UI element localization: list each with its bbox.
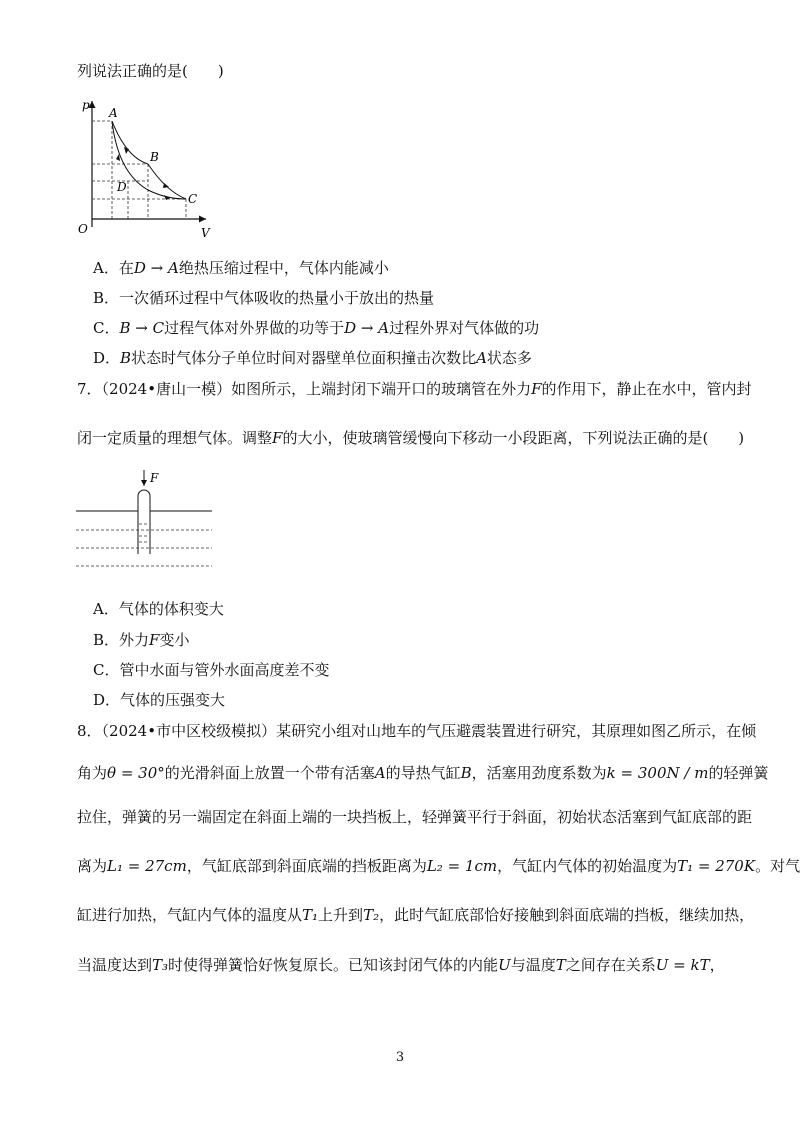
q7-option-d: D．气体的压强变大 bbox=[93, 691, 226, 709]
axis-v-label: V bbox=[201, 226, 210, 240]
q8-line4: 离为L₁ = 27cm，气缸底部到斜面底端的挡板距离为L₂ = 1cm，气缸内气体的初始温度为T₁ = 270K。对气 bbox=[77, 857, 800, 875]
q7-option-c: C．管中水面与管外水面高度差不变 bbox=[93, 661, 330, 679]
q8-line6: 当温度达到T₃时使得弹簧恰好恢复原长。已知该封闭气体的内能U与温度T之间存在关系U = kT， bbox=[77, 956, 725, 974]
q7-stem-line2: 闭一定质量的理想气体。调整F的大小，使玻璃管缓慢向下移动一小段距离，下列说法正确的是( ) bbox=[77, 429, 745, 447]
pv-diagram bbox=[76, 95, 216, 240]
page-number: 3 bbox=[395, 1050, 405, 1065]
point-c-label: C bbox=[188, 192, 198, 206]
q6-option-b: B．一次循环过程中气体吸收的热量小于放出的热量 bbox=[93, 289, 435, 307]
q8-line5: 缸进行加热，气缸内气体的温度从T₁上升到T₂，此时气缸底部恰好接触到斜面底端的挡板，继续加热， bbox=[77, 906, 755, 924]
tube-diagram bbox=[76, 466, 216, 576]
q6-option-c: C．B → C过程气体对外界做的功等于D → A过程外界对气体做的功 bbox=[93, 319, 540, 337]
point-d-label: D bbox=[117, 180, 127, 194]
q7-stem-line1: 7．（2024•唐山一模）如图所示，上端封闭下端开口的玻璃管在外力F的作用下，静止在水中，管内封 bbox=[77, 380, 752, 398]
q7-option-a: A．气体的体积变大 bbox=[93, 600, 224, 618]
origin-label: O bbox=[78, 222, 88, 236]
q6-stem-tail: 列说法正确的是( ) bbox=[77, 62, 224, 80]
point-a-label: A bbox=[109, 106, 118, 120]
q8-line1: 8．（2024•市中区校级模拟）某研究小组对山地车的气压避震装置进行研究，其原理如图乙所示，在倾 bbox=[77, 722, 757, 740]
q8-line3: 拉住，弹簧的另一端固定在斜面上端的一块挡板上，轻弹簧平行于斜面，初始状态活塞到气缸底部的距 bbox=[77, 808, 753, 826]
q8-line2: 角为θ = 30°的光滑斜面上放置一个带有活塞A的导热气缸B，活塞用劲度系数为k = 300N / m的轻弹簧 bbox=[77, 764, 769, 782]
point-b-label: B bbox=[150, 150, 159, 164]
q6-option-d: D．B状态时气体分子单位时间对器壁单位面积撞击次数比A状态多 bbox=[93, 349, 532, 367]
q6-option-a: A．在D → A绝热压缩过程中，气体内能减小 bbox=[93, 259, 389, 277]
force-label: F bbox=[150, 471, 159, 485]
q7-option-b: B．外力F变小 bbox=[93, 631, 190, 649]
axis-p-label: p bbox=[82, 98, 90, 112]
